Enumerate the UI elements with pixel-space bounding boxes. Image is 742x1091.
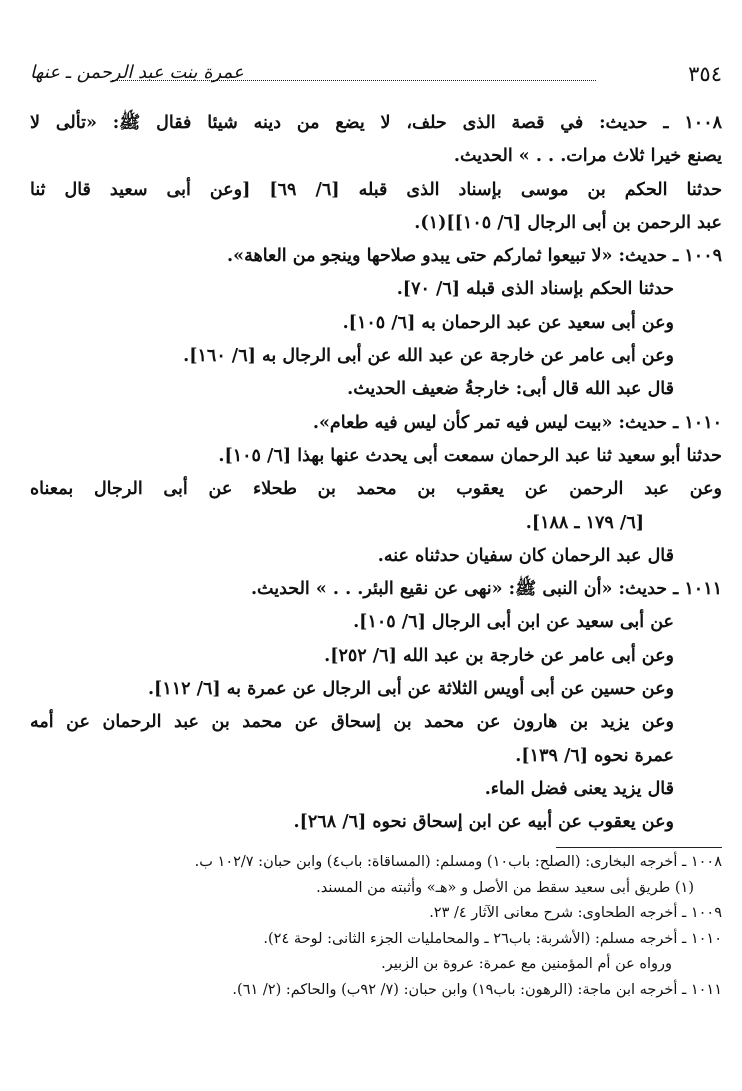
- body-line: قال عبد الرحمان كان سفيان حدثناه عنه.: [377, 545, 674, 566]
- body-line: قال يزيد يعنى فضل الماء.: [484, 778, 674, 799]
- body-line: عبد الرحمن بن أبى الرجال [٦/ ١٠٥]](١).: [414, 212, 722, 233]
- body-line: حدثنا الحكم بإسناد الذى قبله [٦/ ٧٠].: [396, 279, 674, 300]
- page-number: ٣٥٤: [688, 62, 722, 86]
- footnote-line: ورواه عن أم المؤمنين مع عمرة: عروة بن الزبير.: [381, 956, 672, 972]
- body-line: وعن حسين عن أبى أويس الثلاثة عن أبى الرجال عن عمرة به [٦/ ١١٢].: [147, 679, 674, 700]
- footnote-line: (١) طريق أبى سعيد سقط من الأصل و «هـ» وأثبته من المسند.: [316, 879, 694, 896]
- body-line: ١٠١١ ـ حديث: «أن النبى ﷺ: «نهى عن نقيع البئر. . . » الحديث.: [250, 579, 722, 600]
- body-line: [٦/ ١٧٩ ـ ١٨٨].: [525, 512, 644, 533]
- body-line: ١٠٠٩ ـ حديث: «لا تبيعوا ثماركم حتى يبدو صلاحها وينجو من العاهة».: [227, 246, 722, 267]
- body-line: قال عبد الله قال أبى: خارجةُ ضعيف الحديث.: [347, 379, 674, 400]
- body-line: ١٠١٠ ـ حديث: «بيت ليس فيه تمر كأن ليس فيه طعام».: [312, 412, 722, 433]
- footnote-line: ١٠٠٩ ـ أخرجه الطحاوى: شرح معانى الآثار ٤/ ٢٣.: [429, 905, 722, 921]
- footnotes: [30, 850, 722, 1003]
- footnote-line: ١٠٠٨ ـ أخرجه البخارى: (الصلح: باب١٠) ومسلم: (المساقاة: باب٤) وابن حبان: ١٠٢/٧ ب.: [194, 854, 722, 870]
- body-line: وعن يزيد بن هارون عن محمد بن إسحاق عن محمد بن عبد الرحمان عن أمه: [30, 712, 674, 733]
- body-line: وعن أبى عامر عن خارجة بن عبد الله [٦/ ٢٥٢].: [324, 645, 674, 666]
- footnote-line: ١٠١١ ـ أخرجه ابن ماجة: (الرهون: باب١٩) وابن حبان: (٧/ ٩٢ب) والحاكم: (٢/ ٦١).: [232, 981, 722, 998]
- body-line: يصنع خيرا ثلاث مرات. . . » الحديث.: [453, 146, 722, 167]
- footnote-rule: [556, 847, 722, 848]
- body-line: وعن يعقوب عن أبيه عن ابن إسحاق نحوه [٦/ ٢٦٨].: [293, 812, 674, 833]
- main-text: [30, 107, 722, 840]
- body-line: عن أبى سعيد عن ابن أبى الرجال [٦/ ١٠٥].: [353, 612, 674, 633]
- body-line: عمرة نحوه [٦/ ١٣٩].: [515, 745, 674, 766]
- footnote-line: ١٠١٠ ـ أخرجه مسلم: (الأشربة: باب٢٦ ـ والمحامليات الجزء الثانى: لوحة ٢٤).: [263, 930, 722, 947]
- body-line: وعن عبد الرحمن عن يعقوب بن محمد بن طحلاء عن أبى الرجال بمعناه: [30, 479, 722, 500]
- body-line: حدثنا الحكم بن موسى بإسناد الذى قبله [٦/ ٦٩] [وعن أبى سعيد قال ثنا: [30, 179, 722, 200]
- running-title: عمرة بنت عبد الرحمن ـ عنها: [30, 62, 244, 83]
- body-line: وعن أبى سعيد عن عبد الرحمان به [٦/ ١٠٥].: [342, 312, 674, 333]
- body-line: حدثنا أبو سعيد ثنا عبد الرحمان سمعت أبى يحدث عنها بهذا [٦/ ١٠٥].: [218, 445, 722, 466]
- body-line: ١٠٠٨ ـ حديث: في قصة الذى حلف، لا يضع من دينه شيئا فقال ﷺ: «تألى لا: [30, 113, 722, 133]
- body-line: وعن أبى عامر عن خارجة عن عبد الله عن أبى الرجال به [٦/ ١٦٠].: [183, 346, 674, 367]
